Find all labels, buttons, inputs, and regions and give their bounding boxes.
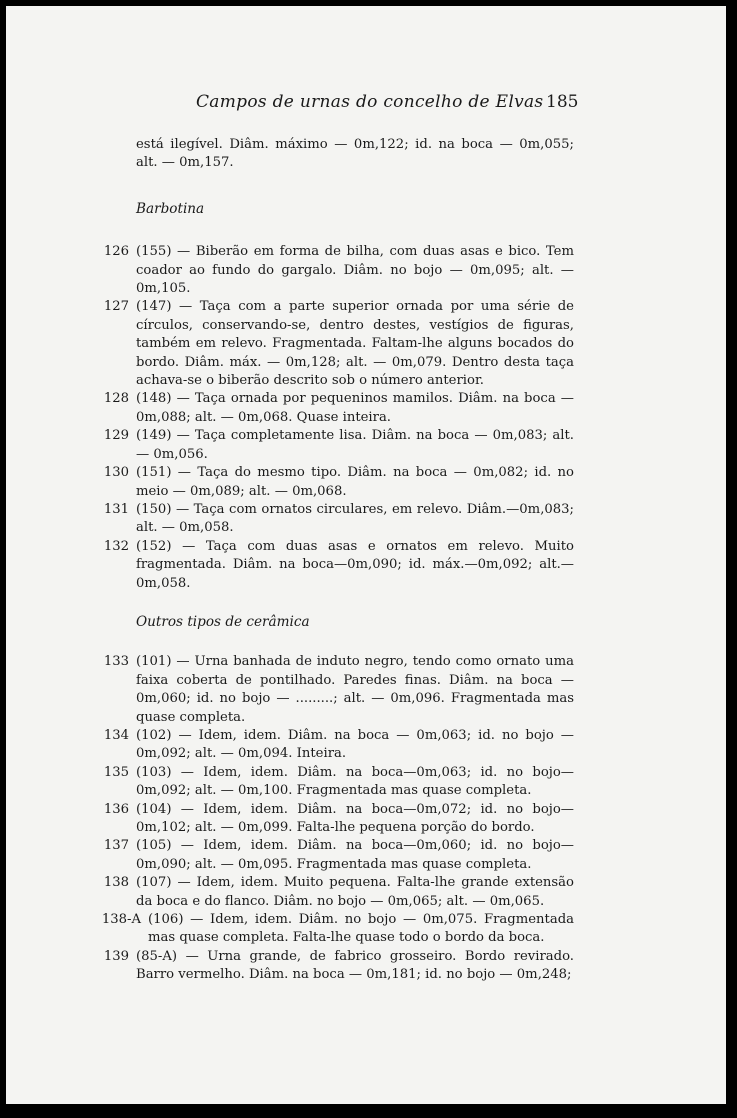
intro-paragraph: está ilegível. Diâm. máximo — 0m,122; id. na boca — 0m,055; alt. — 0m,157. xyxy=(136,137,574,171)
entry-number: 126 xyxy=(103,244,129,260)
section-heading-outros-tipos: Outros tipos de cerâmica xyxy=(136,613,310,630)
entry-text: (155) — Biberão em forma de bilha, com duas asas e bico. Tem coador ao fundo do gargalo. Diâm. no bojo — 0m,095; alt. — 0m,105. xyxy=(136,244,574,297)
catalog-entry xyxy=(6,464,726,501)
catalog-entry xyxy=(6,501,726,538)
entries-barbotina xyxy=(6,243,726,593)
entry-number: 138 xyxy=(103,875,129,891)
page-body xyxy=(6,136,726,985)
catalog-entry xyxy=(6,837,726,874)
entry-number: 135 xyxy=(103,764,129,780)
entries-outros-tipos xyxy=(6,653,726,984)
catalog-entry xyxy=(6,874,726,911)
entry-text: (149) — Taça completamente lisa. Diâm. na boca — 0m,083; alt. — 0m,056. xyxy=(136,428,574,462)
entry-number: 136 xyxy=(103,801,129,817)
entry-text: (107) — Idem, idem. Muito pequena. Falta-lhe grande extensão da boca e do flanco. Diâm. no bojo — 0m,065; alt. — 0m,065. xyxy=(136,875,574,909)
catalog-entry xyxy=(6,764,726,801)
catalog-entry xyxy=(6,911,726,948)
catalog-entry xyxy=(6,427,726,464)
entry-text: (102) — Idem, idem. Diâm. na boca — 0m,063; id. no bojo — 0m,092; alt. — 0m,094. Inteira. xyxy=(136,727,574,762)
entry-text: (103) — Idem, idem. Diâm. na boca—0m,063; id. no bojo—0m,092; alt. — 0m,100. Fragmentada mas quase completa. xyxy=(136,764,574,799)
entry-number: 133 xyxy=(103,654,129,670)
entry-text: (106) — Idem, idem. Diâm. no bojo — 0m,075. Fragmentada mas quase completa. Falta-lhe quase todo o bordo da boca. xyxy=(148,912,574,946)
catalog-entry xyxy=(6,538,726,593)
catalog-entry xyxy=(6,948,726,985)
entry-text: (104) — Idem, idem. Diâm. na boca—0m,072; id. no bojo—0m,102; alt. — 0m,099. Falta-lhe pequena porção do bordo. xyxy=(136,801,574,835)
catalog-entry xyxy=(6,390,726,427)
entry-number: 128 xyxy=(103,391,129,407)
entry-number: 131 xyxy=(103,501,129,517)
entry-number: 137 xyxy=(103,838,129,854)
entry-text: (148) — Taça ornada por pequeninos mamilos. Diâm. na boca — 0m,088; alt. — 0m,068. Quase inteira. xyxy=(136,391,574,425)
entry-number: 138-A xyxy=(101,912,141,928)
catalog-entry xyxy=(6,801,726,838)
entry-text: (151) — Taça do mesmo tipo. Diâm. na boca — 0m,082; id. no meio — 0m,089; alt. — 0m,068. xyxy=(136,465,574,499)
catalog-entry xyxy=(6,727,726,764)
entry-text: (101) — Urna banhada de induto negro, tendo como ornato uma faixa coberta de pontilhado. Paredes finas. Diâm. na boca — 0m,060; id. no bojo — .........; alt. — 0m,096. Fragmentada mas quase completa. xyxy=(136,654,574,725)
entry-text: (150) — Taça com ornatos circulares, em relevo. Diâm.—0m,083; alt. — 0m,058. xyxy=(136,501,574,536)
entry-text: (105) — Idem, idem. Diâm. na boca—0m,060; id. no bojo—0m,090; alt. — 0m,095. Fragmentada mas quase completa. xyxy=(136,838,574,872)
book-page xyxy=(6,6,726,1104)
entry-number: 127 xyxy=(103,299,129,315)
catalog-entry xyxy=(6,243,726,298)
entry-number: 130 xyxy=(103,465,129,481)
entry-number: 139 xyxy=(103,948,129,964)
entry-number: 129 xyxy=(103,428,129,444)
entry-number: 134 xyxy=(103,727,129,743)
running-title: Campos de urnas do concelho de Elvas xyxy=(196,92,544,112)
entry-text: (152) — Taça com duas asas e ornatos em relevo. Muito fragmentada. Diâm. na boca—0m,090; id. máx.—0m,092; alt.—0m,058. xyxy=(136,538,574,591)
entry-text: (85-A) — Urna grande, de fabrico grosseiro. Bordo revirado. Barro vermelho. Diâm. na boca — 0m,181; id. no bojo — 0m,248; xyxy=(136,948,574,983)
page-number: 185 xyxy=(546,92,579,112)
section-heading-barbotina: Barbotina xyxy=(136,200,205,217)
catalog-entry xyxy=(6,298,726,390)
catalog-entry xyxy=(6,653,726,727)
entry-text: (147) — Taça com a parte superior ornada por uma série de círculos, conservando-se, dentro destes, vestígios de figuras, também em relevo. Fragmentada. Faltam-lhe alguns bocados do bordo. Diâm. máx. — 0m,128; alt. — 0m,079. Dentro desta taça achava-se o biberão descrito sob o número anterior. xyxy=(136,299,574,389)
entry-number: 132 xyxy=(103,538,129,554)
page-header xyxy=(6,92,726,116)
